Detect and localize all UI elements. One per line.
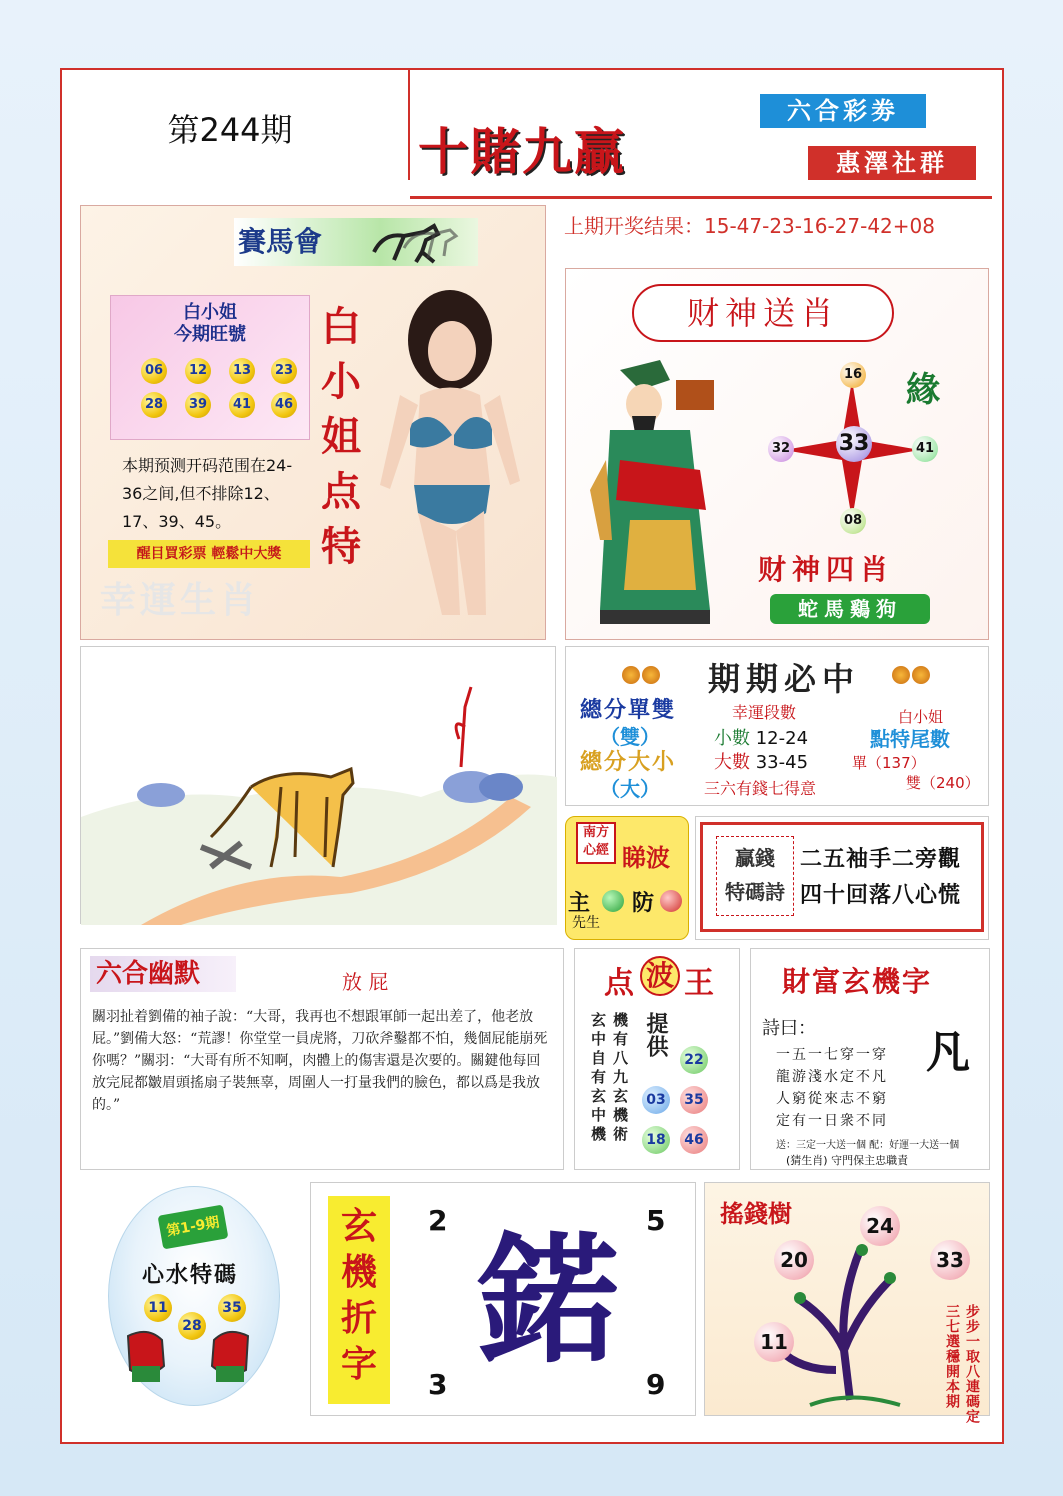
tree-side-text-2: 三七選穩開本期	[944, 1304, 960, 1409]
nanfang-badge: 南方心經	[576, 822, 616, 864]
last-result-value: 15-47-23-16-27-42+08	[704, 214, 935, 238]
dog-illustration-panel	[80, 646, 556, 924]
poem-line-1: 二五袖手二旁觀	[800, 847, 962, 872]
caifu-title: 財富玄機字	[782, 965, 933, 998]
small-range: 12-24	[755, 728, 809, 749]
money-tree-title: 搖錢樹	[720, 1200, 792, 1228]
tree-ball: 20	[774, 1240, 814, 1280]
guard-pick-label: 防	[632, 891, 655, 916]
big-range: 33-45	[755, 752, 809, 773]
xinshui-title: 心水特碼	[142, 1263, 239, 1288]
model-photo-illustration	[360, 285, 540, 615]
dianbo-title-1: 点	[604, 966, 634, 1001]
big-label-text: 大數	[714, 752, 750, 773]
horse-title-text: 賽馬會	[238, 225, 323, 258]
caifu-footer: (猜生肖) 守門保主忠職責	[786, 1154, 909, 1167]
special-tail-label: 點特尾數	[870, 727, 950, 751]
dianbo-ball: 03	[642, 1086, 670, 1114]
lucky-ball: 39	[185, 392, 211, 418]
lucky-ball: 06	[141, 358, 167, 384]
headline: 十賭九贏	[418, 123, 626, 181]
tree-ball: 33	[930, 1240, 970, 1280]
even-tail: 雙（240）	[906, 774, 980, 792]
dianbo-title-3: 王	[684, 966, 714, 1001]
lucky-ball: 28	[141, 392, 167, 418]
group-tag: 惠澤社群	[808, 146, 976, 180]
dog-illustration	[81, 647, 557, 925]
prediction-text: 本期预测开码范围在24-36之间,但不排除12、17、39、45。	[122, 456, 293, 531]
boxing-glove-icon	[118, 1326, 170, 1386]
yuan-character: 緣	[906, 370, 940, 410]
caishen-center-ball: 33	[836, 426, 872, 462]
big-small-value: （大）	[600, 777, 660, 801]
vertical-title: 白小姐点特	[321, 304, 361, 570]
xuanji-label: 玄機折字	[328, 1196, 390, 1404]
caishen-ball-right: 41	[912, 436, 938, 462]
big-small-label: 總分大小	[580, 750, 677, 775]
lucky-box-title-2: 今期旺號	[174, 324, 246, 345]
xuanji-num-tl: 2	[428, 1204, 448, 1237]
lucky-segment-label: 幸運段數	[732, 703, 797, 722]
caishen-title: 财神送肖	[632, 284, 894, 342]
divider	[408, 70, 410, 180]
small-label-text: 小數	[714, 728, 750, 749]
lucky-ball: 46	[271, 392, 297, 418]
horse-panel-title	[234, 218, 478, 266]
tree-ball: 24	[860, 1206, 900, 1246]
humor-body: 關羽扯着劉備的袖子說：“大哥，我再也不想跟軍師一起出差了，他老放屁。”劉備大怒：“荒謬！你堂堂一員虎將，刀砍斧鑿都不怕，幾個屁能崩死你嗎？”關羽：“大哥有所不知啊，肉體上的傷害還是次要的。關鍵他每回放完屁都皺眉頭搖扇子裝無辜，周圍人一打量我們的臉色，都以爲是我放的。”	[92, 1009, 548, 1113]
divider	[410, 196, 992, 199]
xinshui-badge: 第1-9期	[158, 1205, 229, 1250]
slogan-bar: 醒目買彩票 輕鬆中大獎	[108, 540, 310, 568]
tree-side-text-1: 步步一取八連碼定	[964, 1304, 980, 1424]
humor-subtitle: 放 屁	[342, 970, 389, 994]
small-label	[714, 728, 808, 750]
xuanji-char: 鍩	[478, 1220, 619, 1383]
dianbo-col-2: 機有八九玄機術	[611, 1012, 629, 1145]
qiqi-title: 期期必中	[708, 660, 861, 698]
odd-even-value: （雙）	[600, 725, 660, 749]
caishen-ball-left: 32	[768, 436, 794, 462]
last-result	[564, 210, 935, 239]
red-ball-icon	[660, 890, 682, 912]
dianbo-ball: 35	[680, 1086, 708, 1114]
issue-number: 第244期	[167, 111, 293, 149]
poem-label-2: 特碼詩	[725, 880, 785, 904]
caifu-line: 一五一七穿一穿	[776, 1047, 888, 1063]
lottery-tag: 六合彩劵	[760, 94, 926, 128]
coin-icon	[642, 666, 660, 684]
god-of-wealth-illustration	[580, 340, 730, 630]
big-label	[714, 752, 808, 774]
faded-caption: 幸運生肖	[100, 580, 261, 621]
caifu-line: 龍游淺水定不凡	[776, 1069, 888, 1085]
main-pick-label: 主	[568, 891, 591, 916]
caishen-subtitle: 财神四肖	[758, 553, 895, 586]
caifu-big-char: 凡	[926, 1027, 970, 1078]
coin-icon	[892, 666, 910, 684]
xinshui-ball: 35	[218, 1294, 246, 1322]
lucky-slogan: 三六有錢七得意	[704, 779, 817, 798]
xinshui-ball: 28	[178, 1312, 206, 1340]
tree-ball: 11	[754, 1322, 794, 1362]
lucky-ball: 13	[229, 358, 255, 384]
caifu-note: 送：三定一大送一個 配：好運一大送一個	[776, 1140, 960, 1151]
horse-icon	[364, 222, 464, 264]
caishen-ball-bottom: 08	[840, 508, 866, 534]
caifu-line: 人窮從來志不窮	[776, 1091, 888, 1107]
dianbo-title-2: 波	[640, 956, 680, 996]
dianbo-ball: 46	[680, 1126, 708, 1154]
coin-icon	[912, 666, 930, 684]
nanfang-title: 睇波	[622, 844, 670, 872]
caifu-poem-label: 詩曰：	[762, 1018, 816, 1039]
caifu-line: 定有一日衆不同	[776, 1113, 888, 1129]
odd-even-label: 總分單雙	[580, 698, 677, 723]
boxing-glove-icon	[206, 1326, 258, 1386]
lucky-ball: 23	[271, 358, 297, 384]
poem-label	[716, 836, 794, 916]
dianbo-ball: 22	[680, 1046, 708, 1074]
lucky-ball: 41	[229, 392, 255, 418]
dianbo-ball: 18	[642, 1126, 670, 1154]
xinshui-ball: 11	[144, 1294, 172, 1322]
last-result-label: 上期开奖结果：	[564, 214, 704, 238]
dianbo-provide: 提供	[643, 1012, 668, 1058]
lucky-box-title-1: 白小姐	[183, 302, 237, 323]
lucky-numbers-box	[110, 295, 310, 440]
caishen-ball-top: 16	[840, 362, 866, 388]
dianbo-col-1: 玄中自有玄中機	[589, 1012, 607, 1145]
xuanji-num-tr: 5	[646, 1204, 666, 1237]
odd-tail: 單（137）	[852, 754, 926, 772]
green-ball-icon	[602, 890, 624, 912]
money-tree-illustration	[740, 1220, 940, 1410]
author-credit: 先生	[572, 915, 600, 931]
xuanji-num-br: 9	[646, 1368, 666, 1401]
humor-title: 六合幽默	[90, 956, 236, 992]
poem-label-1: 贏錢	[735, 846, 775, 870]
coin-icon	[622, 666, 640, 684]
lucky-ball: 12	[185, 358, 211, 384]
miss-bai-label: 白小姐	[898, 708, 944, 726]
poem-line-2: 四十回落八心慌	[800, 883, 962, 908]
xuanji-num-bl: 3	[428, 1368, 448, 1401]
zodiac-bar: 蛇馬鷄狗	[770, 594, 930, 624]
